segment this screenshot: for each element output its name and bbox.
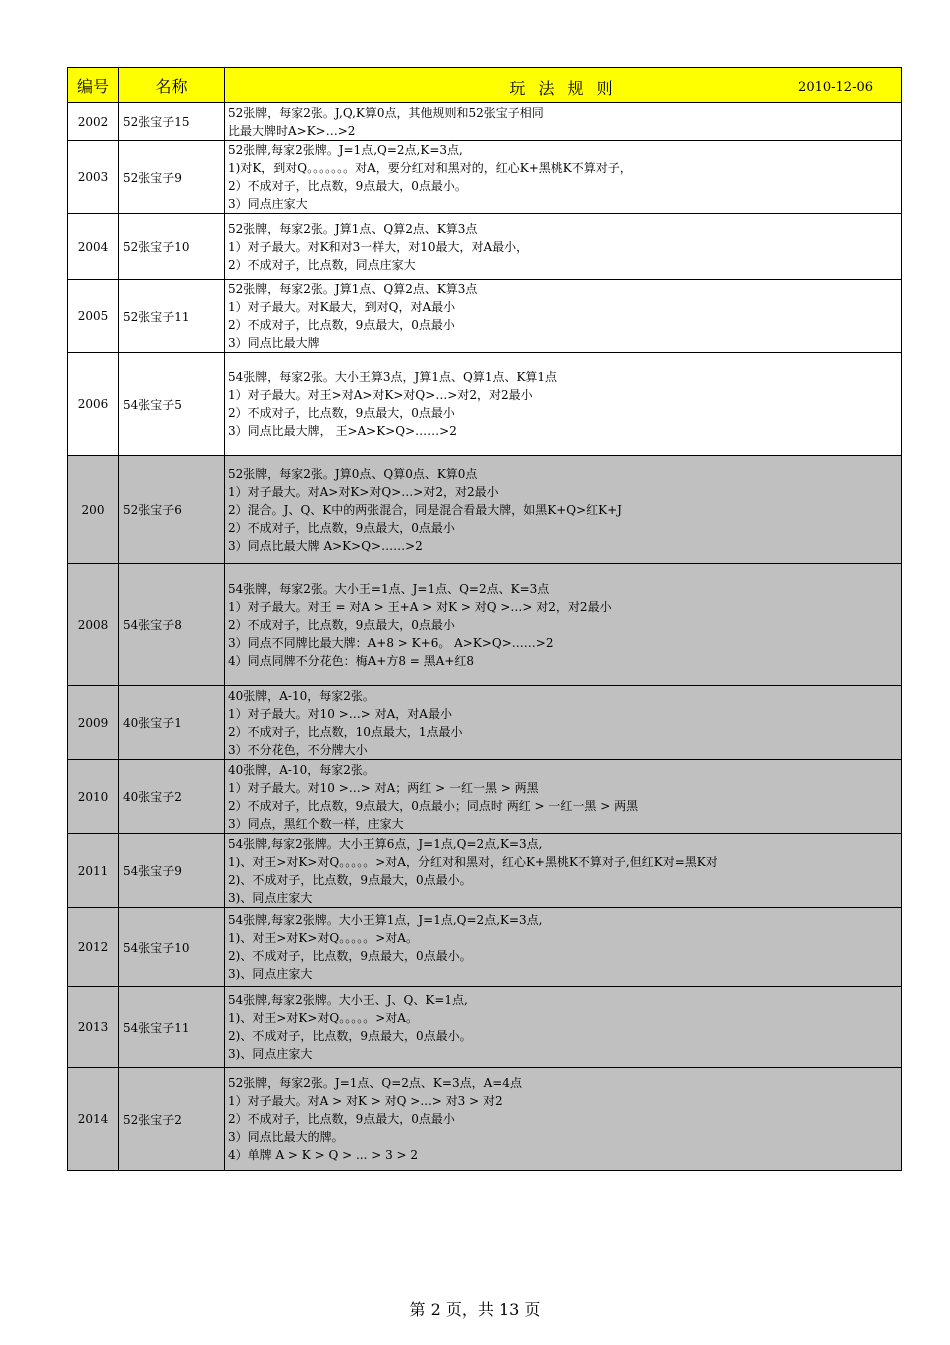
rule-line: 2）不成对子，比点数，9点最大，0点最小；同点时 两红 > 一红一黑 > 两黑 (228, 798, 639, 813)
game-number: 2013 (68, 987, 119, 1068)
game-number: 2008 (68, 564, 119, 686)
rule-line: 2）不成对子，比点数，10点最大，1点最小 (228, 724, 463, 739)
game-rules (225, 686, 902, 760)
game-number: 2011 (68, 834, 119, 908)
game-rules (225, 214, 902, 280)
rule-line: 1）对子最大。对A > 对K > 对Q >...> 对3 > 对2 (228, 1094, 503, 1108)
game-number: 2005 (68, 280, 119, 353)
rule-line: 2）不成对子，比点数，9点最大，0点最小 (228, 617, 455, 632)
game-name: 54张宝子8 (119, 564, 225, 686)
rule-line: 2)、不成对子，比点数，9点最大，0点最小。 (228, 872, 472, 887)
game-rules (225, 141, 902, 214)
rule-line: 2）不成对子，比点数，9点最大，0点最小 (228, 520, 455, 535)
rule-line: 1）对子最大。对王 = 对A > 王+A > 对K > 对Q >…> 对2，对2最小 (228, 599, 612, 614)
rule-line: 40张牌，A-10，每家2张。 (228, 762, 375, 777)
rule-line: 3）同点，黑红个数一样，庄家大 (228, 816, 404, 831)
game-name: 52张宝子15 (119, 103, 225, 141)
game-rules (225, 834, 902, 908)
table-row (68, 564, 902, 686)
game-rules (225, 456, 902, 564)
game-name: 52张宝子9 (119, 141, 225, 214)
game-number: 200 (68, 456, 119, 564)
rule-line: 52张牌，每家2张。J,Q,K算0点，其他规则和52张宝子相同 (228, 105, 544, 120)
rule-line: 1）对子最大。对K和对3一样大，对10最大，对A最小， (228, 239, 529, 254)
game-name: 40张宝子1 (119, 686, 225, 760)
game-rules (225, 353, 902, 456)
rule-line: 52张牌，每家2张。J=1点、Q=2点、K=3点，A=4点 (228, 1076, 522, 1090)
rule-line: 2)、不成对子，比点数，9点最大，0点最小。 (228, 1029, 472, 1043)
game-name: 40张宝子2 (119, 760, 225, 834)
rule-line: 3）同点比最大牌 (228, 336, 320, 350)
rule-line: 3)、同点庄家大 (228, 1047, 313, 1061)
header-rules: 玩 法 规 则 (509, 79, 617, 98)
rule-line: 3)、同点庄家大 (228, 890, 313, 905)
table-row (68, 686, 902, 760)
rule-line: 2）不成对子，比点数，9点最大，0点最小 (228, 406, 455, 420)
header-number: 编号 (68, 68, 119, 103)
game-rules (225, 564, 902, 686)
game-rules (225, 760, 902, 834)
game-number: 2009 (68, 686, 119, 760)
table-row (68, 214, 902, 280)
rule-line: 1）对子最大。对10 >…> 对A，对A最小 (228, 706, 452, 721)
rule-line: 1)对K，到对Q。。。。。。。对A，要分红对和黑对的，红心K+黑桃K不算对子， (228, 161, 632, 175)
rule-line: 54张牌,每家2张牌。大小王算1点，J=1点,Q=2点,K=3点, (228, 913, 543, 927)
rule-line: 1）对子最大。对K最大，到对Q，对A最小 (228, 300, 456, 314)
table-row (68, 456, 902, 564)
game-rules (225, 1068, 902, 1171)
rule-line: 3）不分花色，不分牌大小 (228, 742, 368, 757)
rule-line: 54张牌，每家2张。大小王算3点，J算1点、Q算1点、K算1点 (228, 370, 558, 384)
rule-line: 3）同点比最大牌 A>K>Q>……>2 (228, 538, 423, 553)
rule-line: 52张牌，每家2张。J算1点、Q算2点、K算3点 (228, 282, 478, 296)
game-number: 2014 (68, 1068, 119, 1171)
game-name: 54张宝子9 (119, 834, 225, 908)
game-number: 2004 (68, 214, 119, 280)
game-number: 2006 (68, 353, 119, 456)
table-row (68, 834, 902, 908)
rule-line: 54张牌,每家2张牌。大小王、J、Q、K=1点, (228, 993, 468, 1007)
rule-line: 2）不成对子，比点数，同点庄家大 (228, 257, 416, 272)
game-rules (225, 280, 902, 353)
rules-sheet (67, 67, 901, 1171)
game-number: 2003 (68, 141, 119, 214)
rule-line: 3)、同点庄家大 (228, 967, 313, 981)
game-name: 52张宝子10 (119, 214, 225, 280)
rule-line: 1)、对王>对K>对Q。。。。。>对A。 (228, 931, 418, 945)
game-rules (225, 987, 902, 1068)
rule-line: 比最大牌时A>K>…>2 (228, 123, 356, 138)
page-footer: 第 2 页，共 13 页 (409, 1300, 541, 1319)
game-name: 54张宝子10 (119, 908, 225, 987)
game-name: 52张宝子2 (119, 1068, 225, 1171)
rule-line: 2）混合。J、Q、K中的两张混合，同是混合看最大牌，如黑K+Q>红K+J (228, 502, 622, 517)
game-name: 54张宝子11 (119, 987, 225, 1068)
rule-line: 1)、对王>对K>对Q。。。。。>对A。 (228, 1011, 418, 1025)
rule-line: 52张牌，每家2张。J算1点、Q算2点、K算3点 (228, 221, 478, 236)
rule-line: 1）对子最大。对10 >…> 对A；两红 > 一红一黑 > 两黑 (228, 780, 539, 795)
table-row (68, 353, 902, 456)
table-row (68, 908, 902, 987)
header-rules-cell (225, 68, 902, 103)
game-rules (225, 908, 902, 987)
rule-line: 1)、对王>对K>对Q。。。。。>对A，分红对和黑对，红心K+黑桃K不算对子,但红K对=黑K对 (228, 854, 718, 869)
game-number: 2002 (68, 103, 119, 141)
rule-line: 2）不成对子，比点数，9点最大，0点最小 (228, 318, 455, 332)
rule-line: 2）不成对子，比点数，9点最大，0点最小。 (228, 179, 467, 193)
game-name: 52张宝子6 (119, 456, 225, 564)
table-row (68, 987, 902, 1068)
game-name: 52张宝子11 (119, 280, 225, 353)
rule-line: 54张牌,每家2张牌。大小王算6点，J=1点,Q=2点,K=3点, (228, 836, 543, 851)
header-row (68, 68, 902, 103)
rules-table (67, 67, 902, 1171)
rule-line: 2)、不成对子，比点数，9点最大，0点最小。 (228, 949, 472, 963)
rule-line: 52张牌,每家2张牌。J=1点,Q=2点,K=3点, (228, 143, 463, 157)
game-number: 2010 (68, 760, 119, 834)
game-rules (225, 103, 902, 141)
rule-line: 1）对子最大。对A>对K>对Q>…>对2，对2最小 (228, 484, 499, 499)
rule-line: 40张牌，A-10，每家2张。 (228, 688, 375, 703)
rule-line: 3）同点不同牌比最大牌：A+8 > K+6。 A>K>Q>……>2 (228, 635, 554, 650)
rule-line: 3）同点比最大牌， 王>A>K>Q>……>2 (228, 424, 457, 438)
rule-line: 4）同点同牌不分花色：梅A+方8 = 黑A+红8 (228, 653, 475, 668)
rule-line: 54张牌，每家2张。大小王=1点、J=1点、Q=2点、K=3点 (228, 581, 550, 596)
header-name: 名称 (119, 68, 225, 103)
table-row (68, 760, 902, 834)
rule-line: 52张牌，每家2张。J算0点、Q算0点、K算0点 (228, 466, 478, 481)
table-row (68, 103, 902, 141)
game-number: 2012 (68, 908, 119, 987)
game-name: 54张宝子5 (119, 353, 225, 456)
rule-line: 3）同点比最大的牌。 (228, 1130, 344, 1144)
rule-line: 4）单牌 A > K > Q > ... > 3 > 2 (228, 1148, 419, 1162)
rule-line: 2）不成对子，比点数，9点最大，0点最小 (228, 1112, 455, 1126)
header-date: 2010-12-06 (798, 80, 873, 95)
table-row (68, 141, 902, 214)
table-row (68, 1068, 902, 1171)
rule-line: 1）对子最大。对王>对A>对K>对Q>…>对2，对2最小 (228, 388, 533, 402)
rule-line: 3）同点庄家大 (228, 197, 308, 211)
table-row (68, 280, 902, 353)
